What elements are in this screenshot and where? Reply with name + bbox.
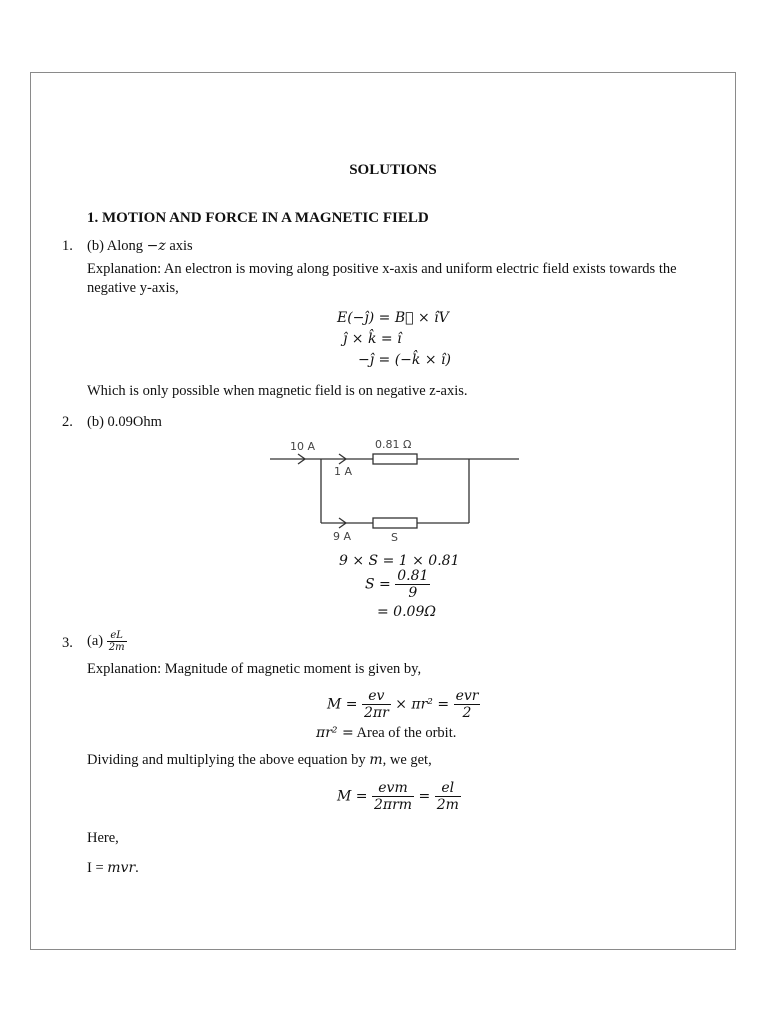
q3-dividing-line	[87, 752, 432, 769]
q3-equation-2	[316, 725, 456, 742]
q2-equation-2	[365, 568, 430, 601]
q3-equation-1	[327, 688, 480, 721]
q3-last-line	[87, 860, 139, 877]
q3-last-math: mvr	[107, 860, 136, 876]
q3-answer-denominator: 2m	[108, 642, 125, 653]
q2-eq2-lhs: S =	[365, 576, 391, 593]
q3-eq1-lhs: M =	[327, 696, 358, 713]
q2-equation-1: 9 × S = 1 × 0.81	[339, 553, 460, 569]
q3-explanation: Explanation: Magnitude of magnetic moment is given by,	[87, 661, 422, 677]
q2-eq2-numerator: 0.81	[397, 568, 429, 584]
q3-eq1-f2-denominator: 2	[454, 704, 481, 721]
q3-eq3-f2-denominator: 2m	[436, 797, 459, 813]
q3-eq3-lhs: M =	[337, 788, 368, 805]
page-title: SOLUTIONS	[349, 162, 437, 178]
q3-answer-numerator: eL	[110, 630, 123, 641]
q3-eq3-fraction-1	[372, 780, 414, 813]
q1-answer-prefix: (b) Along	[87, 238, 147, 254]
q3-eq1-fraction-1	[362, 688, 391, 721]
q3-answer	[87, 630, 127, 653]
q3-last-prefix: I =	[87, 860, 108, 876]
q3-eq1-fraction-2	[454, 688, 481, 721]
q3-eq1-middle: × πr² =	[395, 696, 450, 713]
q1-answer-math: −z	[146, 238, 166, 254]
q3-eq1-f1-denominator: 2πr	[363, 705, 389, 721]
q2-equation-3: = 0.09Ω	[377, 604, 436, 620]
label-9a: 9 A	[333, 530, 352, 543]
q1-equation-3: −ĵ = (−k̂ × î)	[358, 352, 451, 368]
q3-equation-3	[337, 780, 461, 813]
q3-eq1-f1-numerator: ev	[368, 688, 385, 704]
q3-eq3-fraction-2	[435, 780, 461, 813]
q1-number: 1.	[62, 238, 73, 254]
q3-eq3-equals: =	[418, 788, 431, 805]
q1-answer	[87, 238, 193, 255]
q1-conclusion: Which is only possible when magnetic field is on negative z-axis.	[87, 383, 468, 399]
q2-number: 2.	[62, 414, 73, 430]
q3-answer-fraction	[107, 630, 127, 653]
q1-explanation: Explanation: An electron is moving along positive x-axis and uniform electric field exists towards the negative y-axis,	[87, 261, 677, 296]
q3-last-suffix: .	[135, 860, 139, 876]
q3-eq3-f2-numerator: el	[441, 780, 455, 796]
section-heading: 1. MOTION AND FORCE IN A MAGNETIC FIELD	[87, 210, 429, 226]
q3-eq3-f1-numerator: evm	[378, 780, 408, 796]
q3-eq2-math: πr² =	[316, 725, 354, 741]
q3-number: 3.	[62, 635, 73, 651]
circuit-diagram	[265, 436, 525, 548]
q3-eq3-f1-denominator: 2πrm	[373, 797, 413, 813]
q2-eq2-denominator: 9	[395, 584, 430, 601]
q3-dividing-math: m	[369, 752, 383, 768]
resistor-081	[373, 454, 417, 464]
label-s: S	[391, 531, 398, 544]
q3-dividing-prefix: Dividing and multiplying the above equation by	[87, 752, 370, 768]
q1-equation-2: ĵ × k̂ = î	[343, 331, 402, 347]
resistor-s	[373, 518, 417, 528]
q3-eq1-f2-numerator: evr	[455, 688, 479, 704]
q2-eq2-fraction	[395, 568, 430, 601]
label-10a: 10 A	[290, 440, 316, 453]
q2-answer: (b) 0.09Ohm	[87, 414, 162, 430]
q1-equation-1: E(−ĵ) = B⃗ × îV	[337, 310, 449, 326]
q3-answer-prefix: (a)	[87, 632, 104, 649]
q3-eq2-text: Area of the orbit.	[353, 725, 457, 741]
q3-dividing-suffix: , we get,	[382, 752, 432, 768]
label-1a: 1 A	[334, 465, 353, 478]
q1-answer-suffix: axis	[165, 238, 193, 254]
label-081-ohm: 0.81 Ω	[375, 438, 412, 451]
q3-here: Here,	[87, 830, 119, 846]
